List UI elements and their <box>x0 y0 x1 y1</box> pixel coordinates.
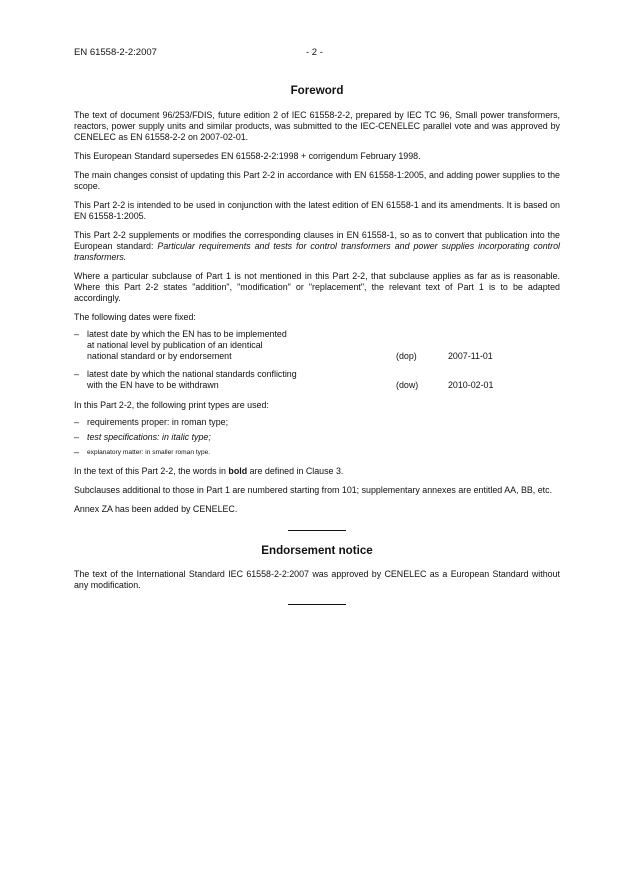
date-description-line: with the EN have to be withdrawn <box>87 380 219 390</box>
list-dash: – <box>74 369 79 379</box>
print-type-roman <box>74 417 560 428</box>
list-dash: – <box>74 329 79 339</box>
foreword-paragraph-1: The text of document 96/253/FDIS, future edition 2 of IEC 61558-2-2, prepared by IEC TC 96, Small power transformers, reactors, power supply units and similar products, was submitted to the IEC-CENELEC parallel vote and was approved by CENELEC as EN 61558-2-2 on 2007-02-01. <box>74 110 560 142</box>
print-type-text: test specifications: in italic type; <box>87 432 211 442</box>
foreword-paragraph-4: This Part 2-2 is intended to be used in conjunction with the latest edition of EN 61558-1 and its amendments. It is based on EN 61558-1:2005. <box>74 200 560 221</box>
bold-note-start: In the text of this Part 2-2, the words in <box>74 466 229 476</box>
page-content <box>74 84 560 618</box>
foreword-paragraph-3: The main changes consist of updating this Part 2-2 in accordance with EN 61558-1:2005, and adding power supplies to the scope. <box>74 170 560 191</box>
dates-list <box>74 329 560 391</box>
standard-title-italic: Particular requirements and tests for control transformers and power supplies incorporating control transformers. <box>74 241 560 262</box>
date-description-line: latest date by which the national standards conflicting <box>87 369 297 379</box>
page-number: - 2 - <box>306 47 323 58</box>
print-type-small <box>74 447 560 458</box>
date-value: 2010-02-01 <box>448 380 494 390</box>
print-types-intro: In this Part 2-2, the following print types are used: <box>74 400 269 410</box>
annex-paragraph: Annex ZA has been added by CENELEC. <box>74 504 238 514</box>
paragraph-5-text: This Part 2-2 supplements or modifies the corresponding clauses in EN 61558-1, so as to convert that publication into the European standard: <box>74 230 560 251</box>
date-description-line: at national level by publication of an identical <box>87 340 263 350</box>
date-value: 2007-11-01 <box>448 351 493 361</box>
bold-definition-note <box>74 466 560 477</box>
foreword-paragraph-6: Where a particular subclause of Part 1 is not mentioned in this Part 2-2, that subclause applies as far as is reasonable. Where this Part 2-2 states "addition", "modification" or "replacement", the relevant text of Part 1 is to be adapted accordingly. <box>74 271 560 303</box>
bold-word: bold <box>228 466 248 476</box>
foreword-paragraph-2: This European Standard supersedes EN 61558-2-2:1998 + corrigendum February 1998. <box>74 151 421 161</box>
list-dash: – <box>74 417 79 427</box>
date-description <box>87 329 397 362</box>
print-type-text: explanatory matter: in smaller roman type. <box>87 449 211 456</box>
section-divider <box>288 530 346 531</box>
print-types-list <box>74 417 560 458</box>
date-item-dow <box>74 369 560 391</box>
print-type-text: requirements proper: in roman type; <box>87 417 229 427</box>
subclauses-paragraph: Subclauses additional to those in Part 1 are numbered starting from 101; supplementary annexes are entitled AA, BB, etc. <box>74 485 553 495</box>
endorsement-text: The text of the International Standard IEC 61558-2-2:2007 was approved by CENELEC as a European Standard without any modification. <box>74 569 560 590</box>
print-type-italic <box>74 432 560 443</box>
date-code: (dow) <box>396 380 419 390</box>
document-id: EN 61558-2-2:2007 <box>74 47 157 58</box>
bold-note-end: are defined in Clause 3. <box>247 466 344 476</box>
date-description-line: latest date by which the EN has to be implemented <box>87 329 287 339</box>
date-item-dop <box>74 329 560 362</box>
foreword-paragraph-5 <box>74 230 560 263</box>
foreword-title: Foreword <box>290 84 344 97</box>
dates-intro: The following dates were fixed: <box>74 312 196 322</box>
date-description-line: national standard or by endorsement <box>87 351 232 361</box>
section-divider <box>288 604 346 605</box>
list-dash: – <box>74 432 79 442</box>
list-dash: – <box>74 447 79 457</box>
date-description <box>87 369 397 391</box>
endorsement-title: Endorsement notice <box>261 544 373 557</box>
date-code: (dop) <box>396 351 417 361</box>
